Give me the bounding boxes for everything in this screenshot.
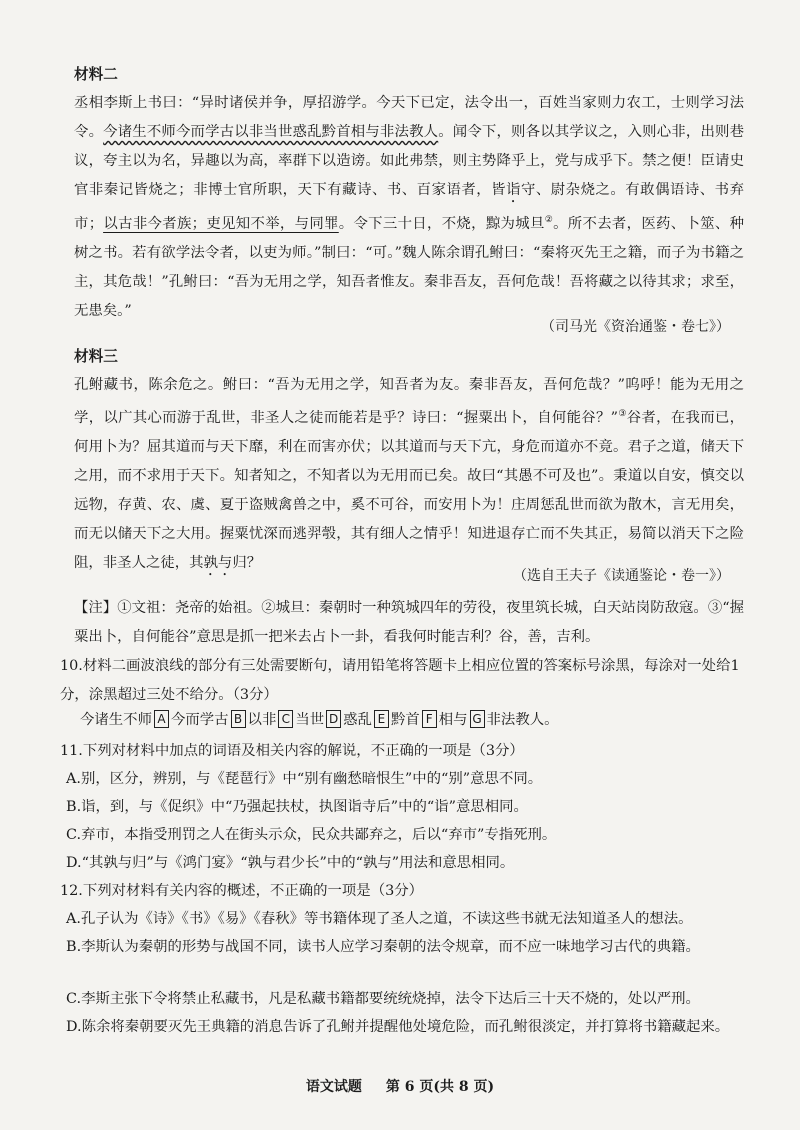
answer-box-e[interactable]: E (374, 710, 389, 728)
material3-source: （选自王夫子《读通鉴论・卷一》） (513, 568, 730, 584)
question-11-option-c[interactable]: C.弃市，本指受刑罚之人在街头示众，民众共鄙弃之，后以“弃市”专指死刑。 (66, 827, 557, 843)
question-12-stem: 12.下列对材料有关内容的概述，不正确的一项是（3分） (60, 883, 424, 899)
question-11-option-b[interactable]: B.诣，到，与《促织》中“乃强起扶杖，执图诣寺后”中的“诣”意思相同。 (66, 799, 528, 815)
material2-title: 材料二 (74, 66, 118, 83)
material2-text-c: 守、尉杂烧之。有敢偶语诗、书弃市； (74, 182, 744, 232)
footnote-mark-3: ③ (618, 409, 627, 419)
wavy-underlined-passage: 今诸生不师今而学古以非当世惑乱黔首相与非法教人 (103, 124, 439, 140)
dotted-word-shuyu: 孰与 (203, 554, 233, 571)
answer-box-d[interactable]: D (326, 710, 341, 728)
footer-subject: 语文试题 (305, 1079, 362, 1095)
question-10-sentence: 今诸生不师 A 今而学古 B 以非 C 当世 D 惑乱 E 黔首 F 相与 G 非法教人。 (80, 712, 559, 728)
answer-box-b[interactable]: B (231, 710, 246, 728)
page-footer (0, 1076, 800, 1096)
material2-text (74, 89, 744, 326)
answer-box-f[interactable]: F (422, 710, 437, 728)
material3-text (74, 371, 744, 579)
material3-text-a: 孔鲋藏书，陈余危之。鲋曰：“吾为无用之学，知吾者为友。秦非吾友，吾何危哉？”呜呼！能为无用之学，以广其心而游于乱世，非圣人之徒而能若是乎？诗曰：“握粟出卜，自何能谷？” (74, 377, 744, 426)
footer-page-number: 第 6 页(共 8 页) (385, 1079, 495, 1095)
question-11-stem: 11.下列对材料中加点的词语及相关内容的解说，不正确的一项是（3分） (60, 743, 524, 759)
material3-text-b: 谷者，在我而已，何用卜为？屈其道而与天下靡，利在而害亦伏；以其道而与天下亢，身危而道亦不竞。君子之道，储天下之用，而不求用于天下。知者知之，不知者以为无用而已矣。故曰“其愚不可及也”。秉道以自安，慎交以远物，存黄、农、虞、夏于盗贼禽兽之中，奚不可谷，而安用卜为！庄周惩乱世而欲为散木，言无用矣，而无以储天下之大用。握粟忧深而逃羿彀，其有细人之情乎！知进退存亡而不失其正，易简以消天下之险阻，非圣人之徒，其 (74, 409, 744, 571)
answer-box-a[interactable]: A (154, 710, 169, 728)
question-11-option-d[interactable]: D.“其孰与归”与《鸿门宴》“孰与君少长”中的“孰与”用法和意思相同。 (66, 855, 515, 871)
material2-text-a: 丞相李斯上书曰：“异时诸侯并争，厚招游学。今天下已定，法令出一，百姓当家则力农工，士则学习法令。 (74, 95, 744, 140)
question-12-option-d[interactable]: D.陈余将秦朝要灭先王典籍的消息告诉了孔鲋并提醒他处境危险，而孔鲋很淡定，并打算将书籍藏起来。 (66, 1019, 730, 1035)
material2-source: （司马光《资治通鉴・卷七》） (541, 319, 730, 335)
question-12-option-b[interactable]: B.李斯认为秦朝的形势与战国不同，读书人应学习秦朝的法令规章，而不应一味地学习古代的典籍。 (66, 939, 700, 955)
annotation-note: 【注】①文祖：尧帝的始祖。②城旦：秦朝时一种筑城四年的劳役，夜里筑长城，白天站岗防敌寇。③“握粟出卜，自何能谷”意思是抓一把米去占卜一卦，看我何时能吉利？谷，善，吉利。 (74, 600, 744, 645)
dotted-word-yi: 诣 (506, 182, 521, 198)
footnote-mark-2: ② (544, 215, 554, 225)
question-11-option-a[interactable]: A.别，区分，辨别，与《琵琶行》中“别有幽愁暗恨生”中的“别”意思不同。 (66, 771, 543, 787)
question-12-option-a[interactable]: A.孔子认为《诗》《书》《易》《春秋》等书籍体现了圣人之道，不读这些书就无法知道圣人的想法。 (66, 911, 693, 927)
question-12-option-c[interactable]: C.李斯主张下令将禁止私藏书，凡是私藏书籍都要统统烧掉，法令下达后三十天不烧的，处以严刑。 (66, 991, 700, 1007)
material3-text-c: 归？ (232, 554, 262, 571)
question-10-stem: 10.材料二画波浪线的部分有三处需要断句，请用铅笔将答题卡上相应位置的答案标号涂黑，每涂对一处给1分，涂黑超过三处不给分。（3分） (60, 658, 740, 703)
material2-text-b: 。闻令下，则各以其学议之，入则心非，出则巷议，夸主以为名，异趣以为高，率群下以造谤。如此弗禁，则主势降乎上，党与成乎下。禁之便！臣请史官非秦记皆烧之；非博士官所职，天下有藏诗、书、百家语者，皆 (74, 124, 744, 198)
material2-text-d: 。令下三十日，不烧，黥为城旦 (338, 215, 545, 232)
material3-title: 材料三 (74, 348, 118, 365)
underlined-passage: 以古非今者族；吏见知不举，与同罪 (103, 215, 339, 232)
answer-box-c[interactable]: C (278, 710, 293, 728)
answer-box-g[interactable]: G (470, 710, 485, 728)
material2-text-e: 。所不去者，医药、卜筮、种树之书。若有欲学法令者，以吏为师。”制曰：“可。”魏人陈余谓孔鲋曰：“秦将灭先王之籍，而子为书籍之主，其危哉！”孔鲋曰：“吾为无用之学，知吾者惟友。秦非吾友，吾何危哉！吾将藏之以待其求；求至，无患矣。” (74, 215, 744, 319)
